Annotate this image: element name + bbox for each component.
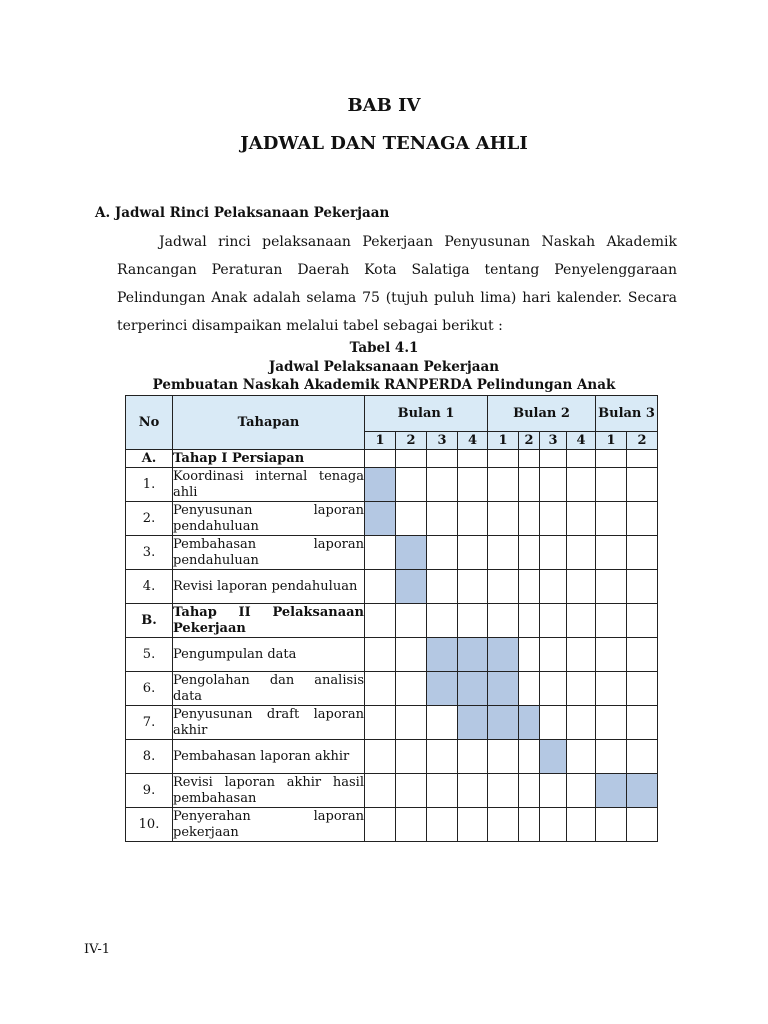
schedule-cell [458, 536, 488, 570]
schedule-cell [540, 570, 567, 604]
schedule-cell-active [488, 672, 519, 706]
row-number: 8. [126, 740, 173, 774]
schedule-cell [540, 706, 567, 740]
task-text: Penyerahan laporan pekerjaan [173, 808, 364, 840]
schedule-cell [627, 468, 658, 502]
task-text: Revisi laporan akhir hasil pembahasan [173, 774, 364, 806]
schedule-cell [427, 468, 458, 502]
week-header: 1 [365, 432, 396, 450]
header-stage: Tahapan [173, 396, 365, 450]
schedule-cell [519, 740, 540, 774]
row-number: 6. [126, 672, 173, 706]
schedule-cell [519, 604, 540, 638]
schedule-cell [458, 774, 488, 808]
table-row [126, 570, 658, 604]
table-row [126, 672, 658, 706]
schedule-cell-active [427, 672, 458, 706]
task-name [173, 450, 365, 468]
chapter-heading: BAB IV [347, 95, 421, 116]
schedule-cell [427, 450, 458, 468]
schedule-cell [488, 536, 519, 570]
schedule-cell [458, 468, 488, 502]
schedule-cell [567, 570, 596, 604]
schedule-cell [458, 740, 488, 774]
schedule-cell-active [458, 706, 488, 740]
schedule-cell [427, 536, 458, 570]
schedule-cell [365, 808, 396, 842]
schedule-cell [519, 450, 540, 468]
chapter-title: JADWAL DAN TENAGA AHLI [240, 133, 528, 154]
task-name [173, 604, 365, 638]
schedule-cell [567, 468, 596, 502]
schedule-cell [396, 808, 427, 842]
table-row [126, 502, 658, 536]
task-name [173, 502, 365, 536]
task-name [173, 672, 365, 706]
schedule-cell [596, 808, 627, 842]
schedule-cell [488, 808, 519, 842]
schedule-cell [458, 570, 488, 604]
section-row [126, 450, 658, 468]
schedule-cell [396, 604, 427, 638]
schedule-cell [519, 672, 540, 706]
schedule-cell [458, 808, 488, 842]
task-text: Penyusunan draft laporan akhir [173, 706, 364, 738]
table-row [126, 638, 658, 672]
task-name [173, 706, 365, 740]
schedule-cell [458, 450, 488, 468]
week-header: 4 [458, 432, 488, 450]
schedule-cell [427, 570, 458, 604]
schedule-cell [488, 774, 519, 808]
week-header: 2 [396, 432, 427, 450]
schedule-cell [627, 740, 658, 774]
schedule-cell [365, 672, 396, 706]
schedule-cell [596, 604, 627, 638]
schedule-cell-active [458, 638, 488, 672]
schedule-cell-active [540, 740, 567, 774]
task-name [173, 774, 365, 808]
schedule-cell [627, 570, 658, 604]
row-number: B. [126, 604, 173, 638]
schedule-cell [627, 502, 658, 536]
schedule-cell [567, 672, 596, 706]
task-name [173, 570, 365, 604]
schedule-cell-active [488, 638, 519, 672]
task-name [173, 808, 365, 842]
task-text: Pembahasan laporan pendahuluan [173, 536, 364, 568]
schedule-cell [396, 706, 427, 740]
row-number: 5. [126, 638, 173, 672]
schedule-cell [427, 774, 458, 808]
header-month-2: Bulan 2 [488, 396, 596, 432]
row-number: 2. [126, 502, 173, 536]
schedule-cell [567, 706, 596, 740]
schedule-cell [365, 706, 396, 740]
schedule-cell [596, 740, 627, 774]
schedule-cell [488, 604, 519, 638]
schedule-cell [365, 774, 396, 808]
schedule-cell [365, 450, 396, 468]
table-row [126, 468, 658, 502]
schedule-cell-active [458, 672, 488, 706]
schedule-table [125, 395, 658, 842]
row-number: 7. [126, 706, 173, 740]
schedule-cell-active [365, 502, 396, 536]
schedule-cell [458, 604, 488, 638]
week-header: 3 [540, 432, 567, 450]
section-row [126, 604, 658, 638]
schedule-cell [567, 502, 596, 536]
schedule-cell [540, 808, 567, 842]
schedule-cell-active [396, 570, 427, 604]
schedule-cell [519, 774, 540, 808]
schedule-cell-active [396, 536, 427, 570]
task-text: Penyusunan laporan pendahuluan [173, 502, 364, 534]
table-caption-title: Jadwal Pelaksanaan Pekerjaan [268, 359, 500, 375]
schedule-cell [627, 450, 658, 468]
schedule-cell [540, 468, 567, 502]
schedule-cell [519, 570, 540, 604]
schedule-cell-active [488, 706, 519, 740]
schedule-cell [540, 774, 567, 808]
schedule-cell [567, 604, 596, 638]
schedule-cell [365, 740, 396, 774]
schedule-cell [519, 808, 540, 842]
row-number: 10. [126, 808, 173, 842]
row-number: 9. [126, 774, 173, 808]
schedule-cell [540, 536, 567, 570]
task-name [173, 638, 365, 672]
schedule-cell [427, 604, 458, 638]
table-row [126, 706, 658, 740]
schedule-cell [396, 502, 427, 536]
week-header: 1 [488, 432, 519, 450]
schedule-cell [488, 450, 519, 468]
schedule-cell [596, 536, 627, 570]
table-caption-subtitle: Pembuatan Naskah Akademik RANPERDA Pelindungan Anak [152, 377, 616, 393]
schedule-cell [396, 774, 427, 808]
section-heading: A. Jadwal Rinci Pelaksanaan Pekerjaan [95, 205, 390, 221]
table-caption-number: Tabel 4.1 [349, 340, 419, 356]
schedule-cell [488, 740, 519, 774]
schedule-cell [596, 638, 627, 672]
schedule-cell-active [596, 774, 627, 808]
header-month-1: Bulan 1 [365, 396, 488, 432]
row-number: A. [126, 450, 173, 468]
schedule-cell [540, 638, 567, 672]
schedule-cell [627, 706, 658, 740]
schedule-cell [567, 808, 596, 842]
schedule-cell [540, 604, 567, 638]
schedule-cell [427, 808, 458, 842]
schedule-cell [427, 706, 458, 740]
task-name [173, 740, 365, 774]
table-row [126, 740, 658, 774]
table-row [126, 536, 658, 570]
task-text: Pengumpulan data [173, 646, 297, 662]
row-number: 1. [126, 468, 173, 502]
task-text: Koordinasi internal tenaga ahli [173, 468, 364, 500]
schedule-cell [627, 808, 658, 842]
schedule-cell [596, 672, 627, 706]
schedule-cell [627, 536, 658, 570]
schedule-cell [365, 536, 396, 570]
schedule-cell [458, 502, 488, 536]
schedule-cell-active [365, 468, 396, 502]
schedule-cell [596, 450, 627, 468]
schedule-cell [427, 502, 458, 536]
schedule-cell [519, 502, 540, 536]
task-text: Tahap I Persiapan [173, 450, 305, 466]
body-paragraph: Jadwal rinci pelaksanaan Pekerjaan Penyusunan Naskah Akademik Rancangan Peraturan Daerah Kota Salatiga tentang Penyelenggaraan Pelindungan Anak adalah selama 75 (tujuh puluh lima) hari kalender. Secara terperinci disampaikan melalui tabel sebagai berikut : [117, 234, 677, 334]
schedule-cell-active [427, 638, 458, 672]
table-row [126, 808, 658, 842]
schedule-cell [567, 450, 596, 468]
schedule-cell [427, 740, 458, 774]
schedule-cell [567, 638, 596, 672]
schedule-cell [365, 570, 396, 604]
schedule-cell [596, 570, 627, 604]
schedule-cell [540, 450, 567, 468]
schedule-cell [567, 774, 596, 808]
schedule-cell [567, 740, 596, 774]
row-number: 4. [126, 570, 173, 604]
task-name [173, 468, 365, 502]
schedule-cell [396, 450, 427, 468]
table-row [126, 774, 658, 808]
schedule-cell [488, 468, 519, 502]
week-header: 2 [627, 432, 658, 450]
task-text: Pembahasan laporan akhir [173, 748, 350, 764]
schedule-cell [567, 536, 596, 570]
schedule-cell [365, 638, 396, 672]
week-header: 2 [519, 432, 540, 450]
task-text: Pengolahan dan analisis data [173, 672, 364, 704]
schedule-cell [596, 706, 627, 740]
schedule-cell [519, 536, 540, 570]
header-no: No [126, 396, 173, 450]
schedule-cell-active [627, 774, 658, 808]
week-header: 1 [596, 432, 627, 450]
schedule-cell [596, 502, 627, 536]
task-name [173, 536, 365, 570]
schedule-cell [365, 604, 396, 638]
schedule-cell [627, 638, 658, 672]
schedule-cell [540, 672, 567, 706]
schedule-cell [519, 638, 540, 672]
schedule-cell-active [519, 706, 540, 740]
task-text: Revisi laporan pendahuluan [173, 578, 358, 594]
schedule-cell [396, 672, 427, 706]
schedule-cell [488, 570, 519, 604]
header-month-3: Bulan 3 [596, 396, 658, 432]
schedule-cell [596, 468, 627, 502]
schedule-cell [540, 502, 567, 536]
schedule-cell [627, 604, 658, 638]
schedule-cell [627, 672, 658, 706]
schedule-cell [396, 638, 427, 672]
week-header: 3 [427, 432, 458, 450]
week-header: 4 [567, 432, 596, 450]
page-number: IV-1 [84, 942, 110, 957]
task-text: Tahap II Pelaksanaan Pekerjaan [173, 604, 364, 636]
schedule-cell [396, 468, 427, 502]
schedule-cell [396, 740, 427, 774]
schedule-cell [519, 468, 540, 502]
schedule-cell [488, 502, 519, 536]
schedule-body [126, 450, 658, 842]
row-number: 3. [126, 536, 173, 570]
